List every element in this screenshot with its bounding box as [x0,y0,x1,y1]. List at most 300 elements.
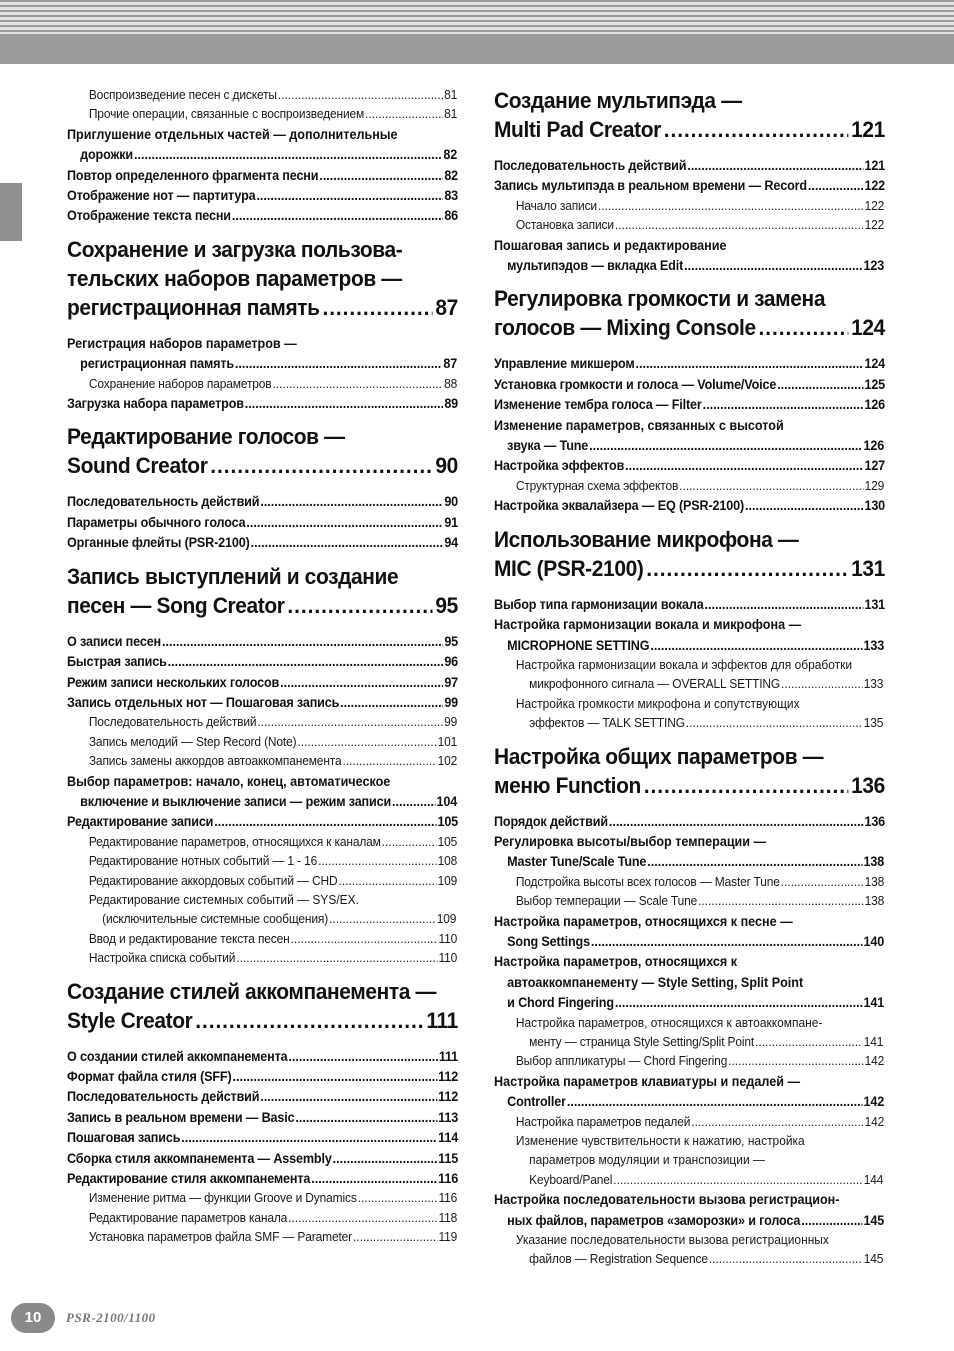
toc-entry[interactable] [494,892,884,911]
toc-entry[interactable] [67,105,457,124]
toc-entry[interactable] [67,533,458,553]
toc-entry-line[interactable]: Настройка громкости микрофона и сопутствующих [515,696,800,711]
toc-entry[interactable] [67,673,458,693]
dot-leader [646,554,848,583]
toc-entry-title: Запись замены аккордов автоаккомпанемента [88,754,342,769]
toc-entry-title: Редактирование записи [67,814,214,830]
toc-entry-title: Настройка параметров педалей [515,1114,691,1129]
toc-entry[interactable] [494,216,884,235]
toc-entry-title: Редактирование параметров канала [88,1210,288,1225]
toc-entry[interactable] [67,812,458,832]
dot-leader [322,293,432,322]
toc-entry[interactable] [494,714,883,733]
toc-entry-page: 105 [437,814,459,830]
toc-entry-title: Последовательность действий [67,1089,260,1105]
toc-entry-page: 125 [864,376,886,392]
dot-leader [214,812,436,832]
toc-entry[interactable] [494,395,885,415]
toc-entry-title: Редактирование нотных событий — 1 - 16 [88,854,318,869]
toc-entry-page: 115 [438,1150,459,1166]
dot-leader [272,375,443,394]
toc-entry-title: файлов — Registration Sequence [529,1252,708,1267]
dot-leader [609,812,864,832]
toc-entry[interactable] [67,930,457,949]
toc-entry[interactable] [67,632,458,652]
toc-entry-title: Запись в реальном времени — Basic [67,1109,295,1125]
section-side-tab [0,183,22,241]
toc-entry-title: Изменение ритма — функции Groove и Dynamics [88,1191,357,1206]
toc-entry-line[interactable]: Регистрация наборов параметров — [67,335,297,351]
heading-gap [494,144,885,156]
toc-entry[interactable] [494,675,883,694]
dot-leader [777,375,863,395]
toc-entry-title: Запись мультипэда в реальном времени — Record [494,178,807,194]
toc-entry-page: 122 [864,218,885,233]
toc-entry-title: Остановка записи [515,218,614,233]
section-heading-line: Настройка общих параметров — [494,743,824,769]
toc-entry-title: Структурная схема эффектов [515,478,679,493]
toc-entry[interactable] [67,949,457,968]
dot-leader [705,595,864,615]
toc-entry-title: MICROPHONE SETTING [507,637,650,653]
section-page-number: 124 [851,315,885,341]
toc-entry-page: 113 [438,1109,459,1125]
toc-entry[interactable] [67,354,457,374]
page-number-badge: 10 [11,1303,55,1333]
dot-leader [287,591,432,620]
toc-entry[interactable] [494,1171,883,1190]
toc-entry-title: звука — Tune [507,438,589,454]
toc-entry-page: 133 [863,637,885,653]
toc-entry-page: 94 [444,535,459,551]
dot-leader [781,873,864,892]
dot-leader [382,833,437,852]
toc-entry-page: 116 [438,1171,459,1187]
toc-entry-line[interactable]: Регулировка высоты/выбор темперации — [494,833,767,849]
toc-entry-title: Настройка эффектов [494,458,625,474]
section-page-number: 95 [435,592,458,618]
toc-entry-title: Подстройка высоты всех голосов — Master Tune [515,874,780,889]
dot-leader [625,456,863,476]
toc-entry[interactable] [494,852,884,872]
toc-entry-title: (исключительные системные сообщения) [102,912,329,927]
toc-entry[interactable] [67,652,458,672]
section-heading-title: Sound Creator [67,453,208,479]
toc-entry-line[interactable]: Настройка гармонизации вокала и микрофона — [494,617,802,633]
dot-leader [392,792,436,812]
toc-entry-title: Отображение текста песни [67,208,231,224]
toc-entry[interactable] [67,872,457,891]
heading-gap [67,1035,458,1047]
toc-entry-line[interactable]: автоаккомпанементу — Style Setting, Split Point [507,974,804,990]
dot-leader [245,394,444,414]
heading-gap [67,620,458,632]
toc-entry-line[interactable]: Приглушение отдельных частей — дополнительные [67,126,398,142]
toc-entry-title: О записи песен [67,633,162,649]
dot-leader [781,675,863,694]
toc-entry[interactable] [494,1052,884,1071]
dot-leader [329,910,436,929]
toc-entry-page: 131 [864,596,886,612]
dot-leader [703,395,864,415]
section-heading-last-line [494,115,885,144]
dot-leader [278,86,443,105]
dot-leader [232,206,444,226]
section-heading[interactable] [494,742,885,800]
dot-leader [567,1092,863,1112]
toc-entry[interactable] [67,792,457,812]
toc-entry[interactable] [67,492,458,512]
dot-leader [260,492,443,512]
toc-entry-title: Пошаговая запись [67,1130,181,1146]
toc-entry[interactable] [67,1128,458,1148]
toc-entry-page: 130 [864,498,886,514]
dot-leader [280,673,443,693]
dot-leader [801,1211,862,1231]
toc-entry-page: 122 [864,178,886,194]
toc-entry[interactable] [494,156,885,176]
section-heading-last-line [67,293,458,322]
toc-entry[interactable] [67,1228,457,1247]
section-heading-last-line [494,771,885,800]
toc-entry[interactable] [494,176,885,196]
section-page-number: 131 [851,555,885,581]
section-page-number: 111 [426,1007,458,1033]
toc-entry[interactable] [67,1209,457,1228]
dot-leader [759,313,849,342]
dot-leader [181,1128,437,1148]
toc-entry-page: 102 [437,754,458,769]
toc-entry-page: 82 [444,167,459,183]
section-heading-title: меню Function [494,772,641,798]
dot-leader [297,733,436,752]
toc-entry-line[interactable]: Настройка последовательности вызова регистрацион- [494,1192,840,1208]
toc-entry-page: 127 [864,458,886,474]
dot-leader [257,713,443,732]
toc-entry-line[interactable]: Указание последовательности вызова регистрационных [515,1233,829,1248]
toc-entry-title: Выбор темперации — Scale Tune [515,894,698,909]
dot-leader [232,1067,437,1087]
toc-entry[interactable] [494,873,884,892]
dot-leader [808,176,864,196]
heading-gap [494,800,885,812]
dot-leader [615,216,864,235]
toc-entry-title: Master Tune/Scale Tune [507,854,647,870]
toc-entry[interactable] [494,932,884,952]
dot-leader [168,652,444,672]
toc-entry-page: 123 [863,258,885,274]
dot-leader [318,852,437,871]
dot-leader [613,1171,862,1190]
toc-entry[interactable] [494,456,885,476]
section-gap [67,227,458,235]
toc-entry-title: эффектов — TALK SETTING [529,716,685,731]
toc-entry-line[interactable]: Настройка параметров, относящихся к [494,954,738,970]
toc-entry-page: 124 [864,356,886,372]
toc-entry[interactable] [67,206,458,226]
toc-entry-page: 89 [444,396,459,412]
toc-entry-page: 112 [438,1089,459,1105]
section-page-number: 121 [851,117,885,142]
toc-entry-page: 81 [444,107,458,122]
toc-entry-line[interactable]: Изменение чувствительности к нажатию, настройка [515,1134,805,1149]
section-heading-title: MIC (PSR-2100) [494,555,644,581]
dot-leader [664,115,849,144]
toc-entry-page: 108 [437,854,458,869]
section-heading[interactable] [67,422,458,480]
toc-entry[interactable] [494,993,884,1013]
dot-leader [288,1209,437,1228]
section-gap [67,414,458,422]
section-heading-title: Multi Pad Creator [494,117,661,142]
section-heading-line: Сохранение и загрузка пользова- [67,236,403,262]
toc-entry[interactable] [494,812,885,832]
toc-entry-page: 142 [864,1054,885,1069]
toc-entry-page: 126 [864,397,886,413]
header-stripe-band [0,0,954,64]
section-heading[interactable] [67,235,458,322]
dot-leader [338,872,436,891]
section-heading-last-line [494,313,885,342]
dot-leader [236,949,437,968]
toc-entry-page: 111 [438,1048,459,1064]
toc-entry-page: 87 [443,356,458,372]
toc-entry-title: Редактирование параметров, относящихся к каналам [88,834,381,849]
toc-entry[interactable] [67,1067,458,1087]
dot-leader [358,1189,438,1208]
toc-entry[interactable] [494,1113,884,1132]
toc-entry[interactable] [67,833,457,852]
toc-entry-title: Последовательность действий [88,715,257,730]
toc-entry-title: Настройка списка событий [88,951,236,966]
toc-entry-page: 145 [863,1252,884,1267]
toc-entry[interactable] [67,733,457,752]
toc-entry-line[interactable]: Настройка параметров, относящихся к автоаккомпане- [515,1015,823,1030]
toc-entry-page: 119 [438,1230,458,1245]
section-heading-last-line [67,451,458,480]
toc-entry[interactable] [494,1092,884,1112]
toc-entry[interactable] [67,1108,458,1128]
section-heading-title: песен — Song Creator [67,592,285,618]
dot-leader [311,1169,437,1189]
section-heading-line: Редактирование голосов — [67,424,345,450]
toc-entry-line[interactable]: Настройка параметров клавиатуры и педалей — [494,1073,801,1089]
toc-entry-page: 133 [863,677,884,692]
section-heading[interactable] [67,977,458,1035]
toc-entry-page: 141 [863,995,885,1011]
toc-entry-page: 99 [444,694,459,710]
toc-entry-title: Изменение тембра голоса — Filter [494,397,702,413]
toc-entry-title: Начало записи [515,198,597,213]
dot-leader [210,451,432,480]
section-heading[interactable] [494,525,885,583]
toc-entry[interactable] [67,394,458,414]
dot-leader [709,1250,863,1269]
toc-entry-title: Прочие операции, связанные с воспроизведением [88,107,365,122]
dot-leader [687,156,863,176]
toc-entry-page: 138 [864,894,885,909]
dot-leader [728,1052,864,1071]
section-heading-line: Создание мультипэда — [494,88,742,113]
dot-leader [679,477,864,496]
toc-entry-page: 129 [864,478,885,493]
toc-entry-page: 142 [864,1114,885,1129]
dot-leader [698,892,864,911]
heading-gap [494,583,885,595]
toc-entry-title: Редактирование аккордовых событий — CHD [88,873,338,888]
toc-entry-page: 105 [437,834,458,849]
dot-leader [291,930,438,949]
toc-entry[interactable] [494,595,885,615]
dot-leader [235,354,443,374]
toc-entry[interactable] [67,752,457,771]
toc-entry[interactable] [494,354,885,374]
toc-entry-page: 109 [436,912,457,927]
toc-entry-page: 81 [444,88,458,102]
toc-entry-title: Органные флейты (PSR-2100) [67,535,250,551]
dot-leader [691,1113,863,1132]
toc-entry-page: 140 [863,933,885,949]
toc-entry-page: 112 [438,1069,459,1084]
toc-entry-line[interactable]: Настройка параметров, относящихся к песне — [494,913,793,929]
toc-entry[interactable] [494,496,885,516]
toc-entry[interactable] [494,375,885,395]
toc-entry-title: Управление микшером [494,356,635,372]
toc-entry-line[interactable]: Изменение параметров, связанных с высотой [494,417,784,433]
toc-entry-page: 144 [863,1172,884,1187]
toc-entry-title: ных файлов, параметров «заморозки» и голоса [507,1212,801,1228]
section-page-number: 87 [435,294,458,320]
dot-leader [162,632,443,652]
section-heading[interactable] [67,562,458,620]
section-heading-line: Создание стилей аккомпанемента — [67,978,437,1004]
toc-entry[interactable] [494,1250,883,1269]
dot-leader [636,354,864,374]
dot-leader [246,513,443,533]
toc-entry[interactable] [494,1033,883,1052]
dot-leader [745,496,864,516]
section-page-number: 90 [435,453,458,479]
toc-entry[interactable] [67,1149,458,1169]
heading-gap [67,480,458,492]
toc-entry[interactable] [67,1087,458,1107]
toc-entry-title: Настройка эквалайзера — EQ (PSR-2100) [494,498,745,514]
toc-entry-page: 122 [864,198,885,213]
toc-entry-title: Установка параметров файла SMF — Parameter [88,1230,352,1245]
toc-right-column [494,86,885,1270]
dot-leader [684,256,862,276]
toc-entry-page: 91 [444,514,459,530]
toc-entry-page: 101 [437,734,458,749]
toc-entry-title: Редактирование стиля аккомпанемента [67,1171,311,1187]
toc-entry[interactable] [494,256,884,276]
toc-entry[interactable] [67,852,457,871]
dot-leader [589,436,862,456]
toc-entry-title: менту — страница Style Setting/Split Point [529,1035,755,1049]
toc-entry-page: 95 [444,633,459,649]
toc-entry-page: 135 [863,716,884,731]
toc-entry[interactable] [67,1169,458,1189]
heading-gap [67,322,458,334]
toc-entry-title: Сборка стиля аккомпанемента — Assembly [67,1150,332,1166]
dot-leader [134,145,442,165]
toc-entry-title: мультипэдов — вкладка Edit [507,258,684,274]
toc-entry-page: 97 [444,674,459,690]
toc-entry-title: Порядок действий [494,813,608,829]
dot-leader [353,1228,438,1247]
toc-entry-title: Быстрая запись [67,654,167,670]
toc-entry[interactable] [67,145,457,165]
toc-entry-title: дорожки [80,147,134,163]
toc-entry-page: 136 [864,813,886,829]
dot-leader [195,1006,423,1035]
toc-entry-page: 86 [444,208,459,224]
toc-entry[interactable] [67,375,457,394]
section-gap [494,517,885,525]
dot-leader [686,714,863,733]
toc-entry-title: и Chord Fingering [507,995,614,1011]
dot-leader [340,693,443,713]
toc-entry-title: Выбор аппликатуры — Chord Fingering [515,1054,728,1069]
toc-entry-title: включение и выключение записи — режим записи [80,793,392,809]
toc-entry[interactable] [67,693,458,713]
section-heading[interactable] [494,86,885,144]
toc-entry-page: 99 [444,715,458,730]
toc-entry-title: Последовательность действий [67,494,260,510]
toc-entry[interactable] [67,186,458,206]
toc-entry-page: 88 [444,376,458,391]
toc-entry-line[interactable]: Выбор параметров: начало, конец, автоматическое [67,773,391,789]
dot-leader [650,636,862,656]
toc-entry[interactable] [67,166,458,186]
toc-entry-line[interactable]: Редактирование системных событий — SYS/EX. [88,892,359,907]
toc-entry[interactable] [494,477,884,496]
toc-entry-page: 121 [864,158,886,173]
dot-leader [260,1087,437,1107]
toc-entry-page: 109 [437,873,458,888]
toc-entry[interactable] [67,513,458,533]
toc-entry-title: Запись мелодий — Step Record (Note) [88,734,297,749]
toc-entry-page: 126 [863,438,885,454]
toc-entry-title: Song Settings [507,933,590,949]
toc-entry-line[interactable]: Пошаговая запись и редактирование [494,237,727,253]
section-heading-title: голосов — Mixing Console [494,315,756,341]
toc-entry[interactable] [67,1189,457,1208]
dot-leader [598,197,864,216]
toc-entry[interactable] [67,910,456,929]
header-solid-bar [0,34,954,64]
toc-entry-line[interactable]: Настройка гармонизации вокала и эффектов для обработки [515,657,853,672]
toc-entry-page: 138 [864,874,885,889]
dot-leader [755,1033,863,1052]
toc-entry[interactable] [67,713,457,732]
section-heading[interactable] [494,284,885,342]
toc-entry-title: Controller [507,1094,566,1110]
toc-entry[interactable] [67,1047,458,1067]
toc-entry[interactable] [494,436,884,456]
toc-entry[interactable] [494,197,884,216]
section-heading-last-line [67,591,458,620]
toc-entry[interactable] [494,636,884,656]
toc-entry-title: Установка громкости и голоса — Volume/Voice [494,376,777,392]
toc-entry[interactable] [67,86,457,105]
section-heading-title: регистрационная память [67,294,320,320]
section-heading-last-line [67,1006,458,1035]
section-heading-title: Style Creator [67,1007,193,1033]
toc-entry-title: Параметры обычного голоса [67,514,246,530]
toc-entry-line[interactable]: параметров модуляции и транспозиции — [529,1153,765,1168]
toc-entry[interactable] [494,1211,884,1231]
